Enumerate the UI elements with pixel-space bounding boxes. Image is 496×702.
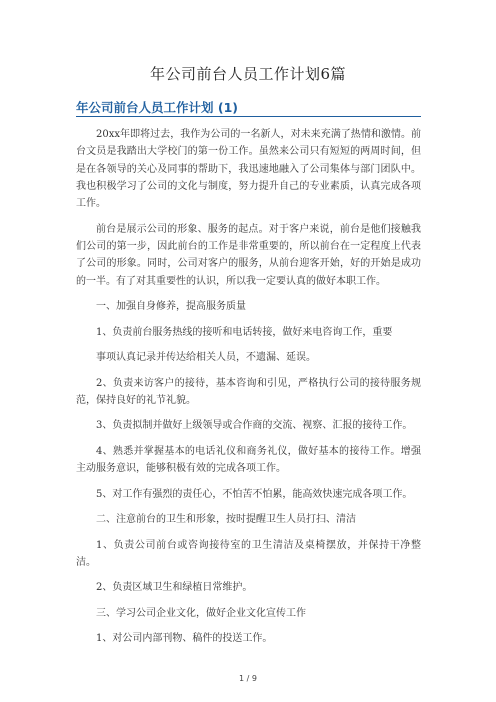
paragraph: 三、学习公司企业文化，做好企业文化宣传工作 xyxy=(96,607,306,619)
paragraph: 1、对公司内部刊物、稿件的投送工作。 xyxy=(96,633,273,645)
paragraph: 事项认真记录并传达给相关人员，不遗漏、延误。 xyxy=(96,352,316,364)
paragraph: 2、负责来访客户的接待，基本咨询和引见，严格执行公司的接待服务规范，保持良好的礼节礼貌。 xyxy=(76,377,421,406)
paragraph: 2、负责区域卫生和绿植日常维护。 xyxy=(96,582,253,594)
paragraph: 5、对工作有强烈的责任心，不怕苦不怕累，能高效快速完成各项工作。 xyxy=(96,488,413,500)
document-body xyxy=(76,126,421,656)
section-heading: 年公司前台人员工作计划 (1) xyxy=(76,100,238,115)
heading-underline xyxy=(76,116,421,117)
paragraph: 1、负责前台服务热线的接听和电话转接，做好来电咨询工作，重要 xyxy=(96,326,393,338)
paragraph: 3、负责拟制并做好上级领导或合作商的交流、视察、汇报的接待工作。 xyxy=(96,420,413,432)
paragraph: 4、熟悉并掌握基本的电话礼仪和商务礼仪，做好基本的接待工作。增强主动服务意识，能够积极有效的完成各项工作。 xyxy=(76,445,421,475)
paragraph: 1、负责公司前台或咨询接待室的卫生清洁及桌椅摆放，并保持干净整洁。 xyxy=(76,539,421,568)
document-title: 年公司前台人员工作计划6篇 xyxy=(149,65,347,83)
page-indicator: 1 / 9 xyxy=(239,674,257,683)
paragraph: 20xx年即将过去，我作为公司的一名新人，对未来充满了热情和激情。前台文员是我踏出大学校门的第一份工作。虽然来公司只有短短的两周时间，但是在各领导的关心及同事的帮助下，我迅速地融入了公司集体与部门团队中。我也积极学习了公司的文化与制度，努力提升自己的专业素质，认真完成各项工作。 xyxy=(76,129,421,210)
paragraph: 一、加强自身修养，提高服务质量 xyxy=(96,301,246,313)
paragraph: 二、注意前台的卫生和形象，按时提醒卫生人员打扫、清洁 xyxy=(96,514,356,526)
paragraph: 前台是展示公司的形象、服务的起点。对于客户来说，前台是他们接触我们公司的第一步，因此前台的工作是非常重要的，所以前台在一定程度上代表了公司的形象。同时，公司对客户的服务，从前台迎客开始，好的开始是成功的一半。有了对其重要性的认识，所以我一定要认真的做好本职工作。 xyxy=(76,223,421,287)
